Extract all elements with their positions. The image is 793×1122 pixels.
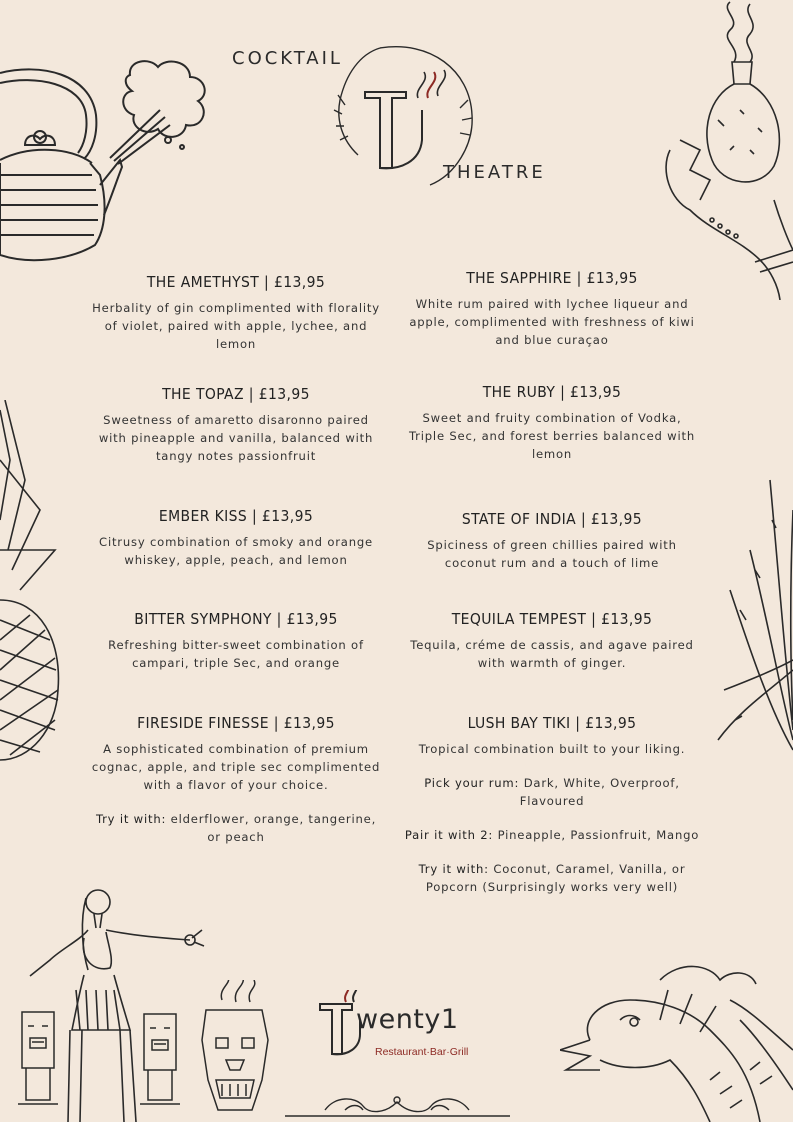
- item-title: EMBER KISS | £13,95: [158, 507, 314, 525]
- note-text: Coconut, Caramel, Vanilla, or Popcorn (Surprisingly works very well): [425, 862, 686, 894]
- item-note: [404, 774, 700, 810]
- header-word-cocktail: COCKTAIL: [232, 48, 343, 69]
- item-title: STATE OF INDIA | £13,95: [461, 510, 643, 528]
- item-description: White rum paired with lychee liqueur and apple, complimented with freshness of kiwi and blue curaçao: [409, 297, 695, 347]
- item-description: Spiciness of green chillies paired with coconut rum and a touch of lime: [427, 538, 677, 570]
- note-text: Pineapple, Passionfruit, Mango: [493, 828, 700, 842]
- teapot-icon: [0, 55, 230, 265]
- pineapple-icon: [0, 400, 70, 765]
- menu-item-bitter-symphony: [88, 610, 384, 672]
- menu-item-state-of-india: [404, 510, 700, 572]
- item-title: BITTER SYMPHONY | £13,95: [134, 610, 338, 628]
- ornament-icon: [285, 1086, 510, 1122]
- header-word-theatre: THEATRE: [443, 162, 546, 183]
- item-title: LUSH BAY TIKI | £13,95: [467, 714, 637, 732]
- menu-item-topaz: [88, 385, 384, 465]
- note-lead: Try it with:: [418, 862, 489, 876]
- agave-icon: [710, 470, 793, 760]
- brand-tagline: Restaurant·Bar·Grill: [375, 1046, 469, 1058]
- item-description: Sweetness of amaretto disaronno paired with pineapple and vanilla, balanced with tangy notes passionfruit: [98, 413, 374, 463]
- item-note: [404, 860, 700, 896]
- item-title: THE RUBY | £13,95: [482, 383, 622, 401]
- item-title: THE TOPAZ | £13,95: [162, 385, 310, 403]
- item-description: Sweet and fruity combination of Vodka, Triple Sec, and forest berries balanced with lemon: [409, 411, 695, 461]
- menu-item-ruby: [404, 383, 700, 463]
- item-description: Herbality of gin complimented with florality of violet, paired with apple, lychee, and lemon: [92, 301, 380, 351]
- tiki-mask-fire-icon: [192, 980, 277, 1122]
- item-description: Refreshing bitter-sweet combination of campari, triple Sec, and orange: [108, 638, 364, 670]
- note-text: Dark, White, Overproof, Flavoured: [519, 776, 680, 808]
- tiki-statue-icon: [18, 1008, 58, 1106]
- menu-item-fireside-finesse: [88, 714, 384, 846]
- item-title: TEQUILA TEMPEST | £13,95: [451, 610, 653, 628]
- potion-bottle-hand-icon: [650, 0, 793, 300]
- menu-item-sapphire: [404, 269, 700, 349]
- item-title: THE AMETHYST | £13,95: [146, 273, 326, 291]
- note-lead: Pair it with 2:: [404, 828, 494, 842]
- item-title: THE SAPPHIRE | £13,95: [466, 269, 638, 287]
- item-note: [404, 826, 700, 844]
- dragon-icon: [560, 960, 793, 1122]
- item-title: FIRESIDE FINESSE | £13,95: [137, 714, 335, 732]
- item-note: [88, 810, 384, 846]
- note-lead: Pick your rum:: [424, 776, 520, 790]
- item-description: Citrusy combination of smoky and orange whiskey, apple, peach, and lemon: [99, 535, 373, 567]
- menu-item-tequila-tempest: [404, 610, 700, 672]
- item-description: Tequila, créme de cassis, and agave paired with warmth of ginger.: [410, 638, 694, 670]
- note-text: elderflower, orange, tangerine, or peach: [166, 812, 377, 844]
- footer-brand: [318, 990, 498, 1070]
- menu-item-amethyst: [88, 273, 384, 353]
- item-description: A sophisticated combination of premium cognac, apple, and triple sec complimented with a flavor of your choice.: [91, 742, 381, 792]
- note-lead: Try it with:: [95, 812, 167, 826]
- menu-item-ember-kiss: [88, 507, 384, 569]
- tiki-statue-icon: [140, 1010, 180, 1106]
- item-description: Tropical combination built to your liking.: [418, 742, 686, 756]
- menu-item-lush-bay-tiki: [404, 714, 700, 896]
- brand-wordmark: wenty1: [356, 1004, 459, 1035]
